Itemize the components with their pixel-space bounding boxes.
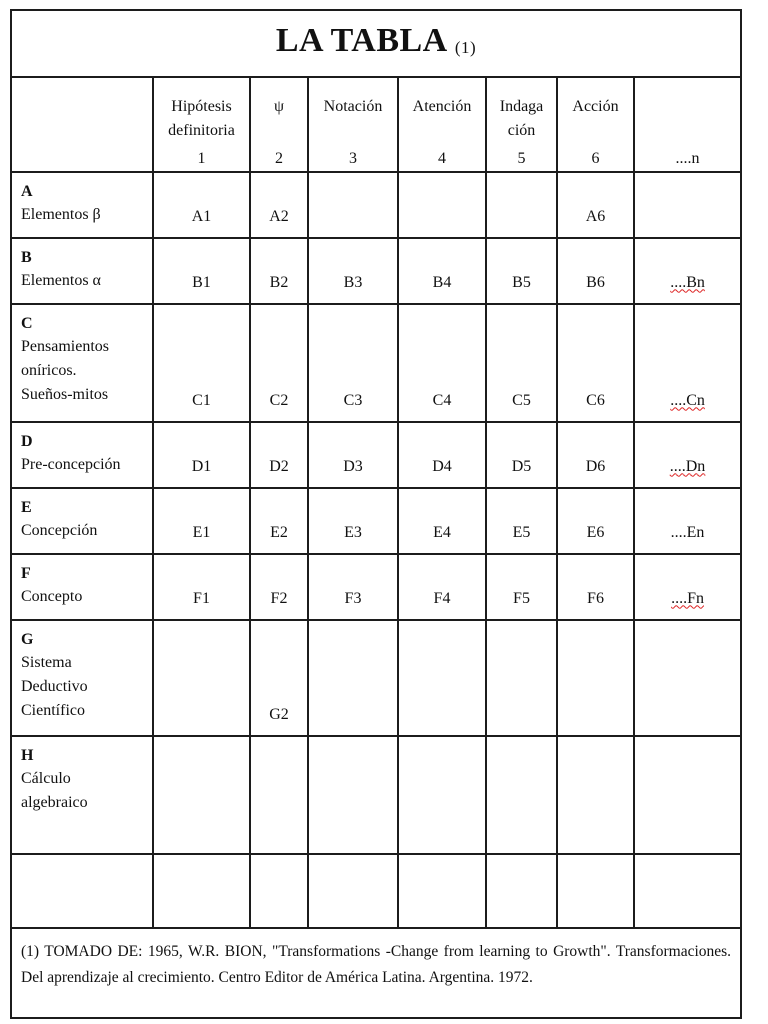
row-name: Pre-concepción — [21, 455, 121, 473]
column-header-label: Notación — [323, 97, 383, 115]
row-letter: F — [21, 564, 31, 582]
grid-cell — [398, 554, 486, 620]
empty-cell — [398, 854, 486, 928]
grid-cell — [557, 304, 634, 422]
grid-cell-value: G2 — [269, 705, 289, 723]
row-label-cell — [11, 488, 153, 554]
grid-cell — [634, 422, 741, 488]
grid-cell — [398, 238, 486, 304]
column-header-row — [11, 77, 741, 171]
grid-cell — [250, 422, 308, 488]
grid-cell — [153, 554, 250, 620]
grid-cell-value: D5 — [511, 457, 532, 475]
grid-cell-value: ....Cn — [670, 391, 705, 409]
grid-cell-value: F1 — [193, 589, 210, 607]
grid-cell-value: D1 — [191, 457, 212, 475]
grid-cell — [153, 422, 250, 488]
grid-cell-value: F2 — [270, 589, 288, 607]
grid-cell — [153, 172, 250, 238]
grid-cell — [398, 620, 486, 736]
row-label-cell — [11, 736, 153, 854]
grid-cell-value: D3 — [343, 457, 363, 475]
table-title-cell — [11, 10, 741, 77]
grid-cell — [398, 304, 486, 422]
grid-cell-value: D4 — [432, 457, 452, 475]
grid-cell-value: A6 — [585, 207, 606, 225]
grid-cell — [634, 172, 741, 238]
grid-cell — [557, 488, 634, 554]
row-name: Elementos β — [21, 205, 101, 223]
grid-cell-value: ....Bn — [670, 273, 705, 291]
grid-cell — [634, 554, 741, 620]
column-header-3 — [308, 77, 398, 171]
grid-cell — [486, 554, 557, 620]
row-label-cell — [11, 238, 153, 304]
grid-cell — [250, 736, 308, 854]
grid-cell — [398, 736, 486, 854]
grid-cell — [486, 422, 557, 488]
grid-cell — [557, 554, 634, 620]
empty-cell — [308, 854, 398, 928]
column-header-4 — [398, 77, 486, 171]
grid-cell-value: B6 — [586, 273, 605, 291]
grid-cell — [634, 488, 741, 554]
row-label-cell — [11, 304, 153, 422]
column-header-1 — [153, 77, 250, 171]
table-row — [11, 620, 741, 736]
grid-cell-value: C6 — [586, 391, 605, 409]
table-row — [11, 304, 741, 422]
table-row — [11, 736, 741, 854]
row-label-cell — [11, 620, 153, 736]
grid-cell-value: D6 — [585, 457, 606, 475]
grid-cell — [250, 172, 308, 238]
grid-cell — [486, 736, 557, 854]
empty-cell — [250, 854, 308, 928]
column-header-number: 4 — [438, 149, 446, 167]
grid-cell-value: A2 — [269, 207, 289, 225]
row-name: Cálculo algebraico — [21, 769, 88, 811]
grid-cell-value: B1 — [192, 273, 211, 291]
grid-cell — [153, 238, 250, 304]
row-name: Pensamientos oníricos. Sueños-mitos — [21, 337, 109, 403]
footnote-row — [11, 928, 741, 1018]
title-footnote-marker: (1) — [454, 37, 477, 57]
grid-cell — [486, 238, 557, 304]
grid-cell-value: C2 — [269, 391, 289, 409]
grid-cell — [250, 238, 308, 304]
grid-cell-value: ....Fn — [671, 589, 704, 607]
grid-cell — [634, 736, 741, 854]
grid-cell — [153, 304, 250, 422]
column-header-number: 2 — [275, 149, 283, 167]
grid-cell — [308, 238, 398, 304]
column-header-label: Atención — [412, 97, 472, 115]
grid-cell — [557, 620, 634, 736]
grid-cell — [308, 620, 398, 736]
grid-cell-value: E1 — [192, 523, 211, 541]
bion-grid-table — [10, 9, 742, 1019]
grid-cell — [250, 488, 308, 554]
grid-cell-value: C3 — [343, 391, 363, 409]
grid-cell-value: F3 — [344, 589, 362, 607]
empty-cell — [153, 854, 250, 928]
column-header-label: Hipótesis definitoria — [168, 97, 235, 139]
header-corner-cell — [11, 77, 153, 171]
grid-cell — [153, 736, 250, 854]
grid-cell — [634, 620, 741, 736]
row-name: Elementos α — [21, 271, 101, 289]
grid-cell-value: F4 — [433, 589, 451, 607]
row-name: Concepción — [21, 521, 98, 539]
empty-cell — [557, 854, 634, 928]
grid-cell-value: ....Dn — [669, 457, 706, 475]
column-header-5 — [486, 77, 557, 171]
grid-cell-value: E3 — [344, 523, 362, 541]
table-row — [11, 488, 741, 554]
grid-cell-value: B3 — [343, 273, 363, 291]
grid-cell-value: A1 — [191, 207, 212, 225]
grid-cell — [153, 620, 250, 736]
row-name: Sistema Deductivo Científico — [21, 653, 88, 719]
grid-cell-value: D2 — [269, 457, 289, 475]
column-header-label: Acción — [572, 97, 619, 115]
grid-cell — [250, 620, 308, 736]
grid-cell — [308, 422, 398, 488]
grid-cell-value: C1 — [192, 391, 211, 409]
column-header-label: Indaga ción — [499, 97, 544, 139]
grid-cell — [250, 554, 308, 620]
column-header-number: 1 — [197, 149, 206, 167]
table-row — [11, 422, 741, 488]
grid-cell — [486, 488, 557, 554]
row-letter: H — [21, 746, 34, 764]
grid-cell-value: E4 — [433, 523, 451, 541]
row-letter: B — [21, 248, 32, 266]
column-header-label: ψ — [273, 97, 284, 115]
column-header-number: 6 — [591, 149, 600, 167]
row-letter: A — [21, 182, 33, 200]
table-row — [11, 172, 741, 238]
row-letter: G — [21, 630, 34, 648]
grid-cell-value: E2 — [270, 523, 288, 541]
row-letter: E — [21, 498, 32, 516]
grid-cell — [308, 736, 398, 854]
column-header-7 — [634, 77, 741, 171]
row-letter: C — [21, 314, 33, 332]
column-header-number: 3 — [349, 149, 357, 167]
row-label-cell — [11, 172, 153, 238]
column-header-2 — [250, 77, 308, 171]
grid-cell — [308, 304, 398, 422]
grid-cell — [308, 554, 398, 620]
row-letter: D — [21, 432, 33, 450]
grid-cell-value: C5 — [512, 391, 531, 409]
grid-cell-value: F5 — [513, 589, 530, 607]
grid-cell-value: E6 — [586, 523, 605, 541]
grid-cell-value: ....En — [670, 523, 705, 541]
grid-cell-value: B2 — [269, 273, 289, 291]
empty-cell — [634, 854, 741, 928]
row-label-cell — [11, 554, 153, 620]
table-row — [11, 554, 741, 620]
grid-cell-value: F6 — [587, 589, 604, 607]
grid-cell — [153, 488, 250, 554]
grid-cell-value: B4 — [432, 273, 452, 291]
grid-cell — [398, 422, 486, 488]
grid-cell — [250, 304, 308, 422]
grid-cell — [634, 304, 741, 422]
grid-cell — [634, 238, 741, 304]
column-header-number: 5 — [517, 149, 526, 167]
empty-cell — [486, 854, 557, 928]
empty-cell — [11, 854, 153, 928]
grid-cell-value: B5 — [512, 273, 531, 291]
grid-cell — [308, 172, 398, 238]
grid-cell — [308, 488, 398, 554]
column-header-6 — [557, 77, 634, 171]
table-title: LA TABLA — [275, 21, 446, 59]
grid-cell — [486, 620, 557, 736]
row-name: Concepto — [21, 587, 83, 605]
grid-cell — [557, 422, 634, 488]
grid-cell-value: E5 — [512, 523, 531, 541]
grid-cell — [486, 304, 557, 422]
grid-cell — [557, 238, 634, 304]
grid-cell — [557, 172, 634, 238]
table-row — [11, 238, 741, 304]
grid-cell — [486, 172, 557, 238]
grid-cell — [398, 172, 486, 238]
grid-cell-value: C4 — [432, 391, 452, 409]
footnote-text: (1) TOMADO DE: 1965, W.R. BION, "Transformations -Change from learning to Growth". Transformaciones. Del aprendizaje al crecimiento. Centro Editor de América Latina. Argentina. 1972. — [11, 928, 741, 1018]
grid-cell — [557, 736, 634, 854]
column-header-number: ....n — [675, 149, 700, 167]
row-label-cell — [11, 422, 153, 488]
empty-row — [11, 854, 741, 928]
grid-cell — [398, 488, 486, 554]
